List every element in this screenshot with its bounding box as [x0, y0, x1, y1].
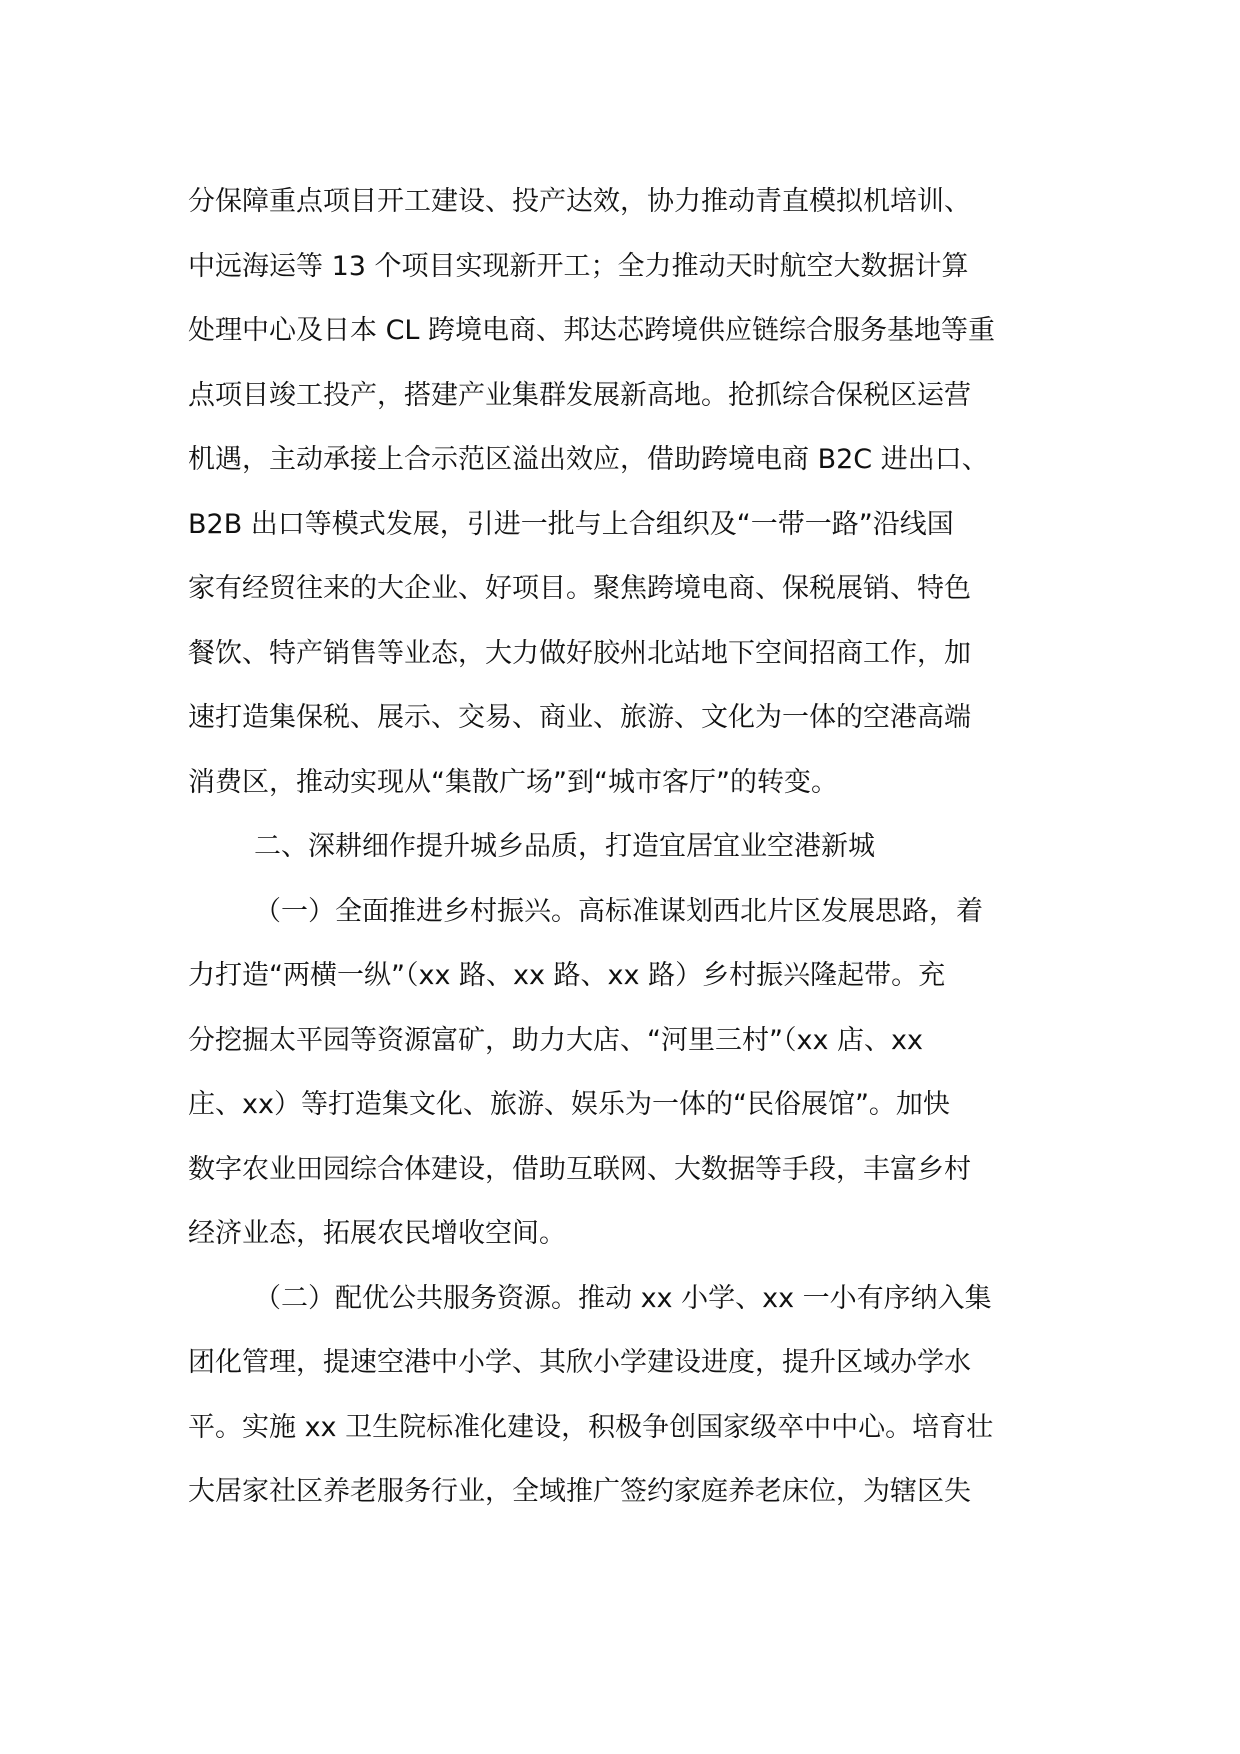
- paragraph-3-line-5: 数字农业田园综合体建设，借助互联网、大数据等手段，丰富乡村: [188, 1153, 971, 1185]
- paragraph-1-line-2: 中远海运等 13 个项目实现新开工；全力推动天时航空大数据计算: [188, 250, 969, 282]
- paragraph-3-line-2: 力打造“两横一纵”（xx 路、xx 路、xx 路）乡村振兴隆起带。充: [188, 960, 946, 991]
- paragraph-4-line-1: （二）配优公共服务资源。推动 xx 小学、xx 一小有序纳入集: [254, 1282, 992, 1314]
- paragraph-3-line-3: 分挖掘太平园等资源富矿，助力大店、“河里三村”（xx 店、xx: [188, 1024, 923, 1056]
- paragraph-1-line-1: 分保障重点项目开工建设、投产达效，协力推动青直模拟机培训、: [188, 186, 971, 217]
- paragraph-1-line-10: 消费区，推动实现从“集散广场”到“城市客厅”的转变。: [188, 766, 838, 798]
- paragraph-3-line-1: （一）全面推进乡村振兴。高标准谋划西北片区发展思路，着: [254, 895, 983, 927]
- paragraph-1-line-9: 速打造集保税、展示、交易、商业、旅游、文化为一体的空港高端: [188, 702, 971, 733]
- paragraph-1-line-8: 餐饮、特产销售等业态，大力做好胶州北站地下空间招商工作，加: [188, 637, 971, 669]
- paragraph-1-line-5: 机遇，主动承接上合示范区溢出效应，借助跨境电商 B2C 进出口、: [188, 444, 989, 475]
- paragraph-4-line-2: 团化管理，提速空港中小学、其欣小学建设进度，提升区域办学水: [188, 1347, 971, 1378]
- paragraph-1-line-7: 家有经贸往来的大企业、好项目。聚焦跨境电商、保税展销、特色: [188, 573, 971, 604]
- section-heading: 二、深耕细作提升城乡品质，打造宜居宜业空港新城: [254, 831, 875, 862]
- paragraph-1-line-3: 处理中心及日本 CL 跨境电商、邦达芯跨境供应链综合服务基地等重: [188, 315, 996, 346]
- paragraph-3-line-4: 庄、xx）等打造集文化、旅游、娱乐为一体的“民俗展馆”。加快: [188, 1089, 950, 1120]
- paragraph-1-line-4: 点项目竣工投产，搭建产业集群发展新高地。抢抓综合保税区运营: [188, 379, 971, 411]
- paragraph-4-line-4: 大居家社区养老服务行业，全域推广签约家庭养老床位，为辖区失: [188, 1476, 971, 1507]
- paragraph-1-line-6: B2B 出口等模式发展，引进一批与上合组织及“一带一路”沿线国: [188, 508, 954, 540]
- paragraph-4-line-3: 平。实施 xx 卫生院标准化建设，积极争创国家级卒中中心。培育壮: [188, 1411, 994, 1443]
- paragraph-3-line-6: 经济业态，拓展农民增收空间。: [188, 1218, 566, 1249]
- document-body: [188, 170, 1068, 1525]
